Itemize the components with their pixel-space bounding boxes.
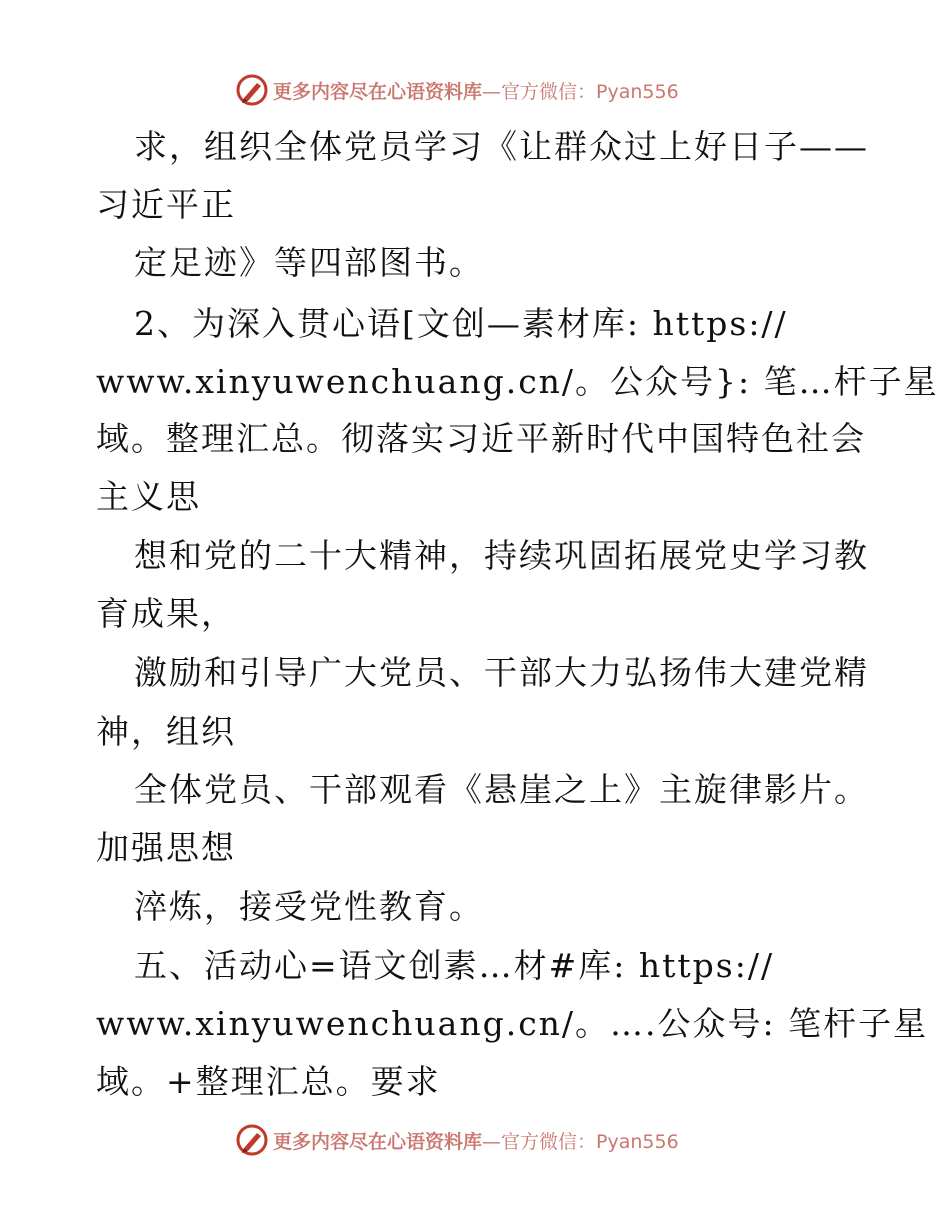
body-line: 全体党员、干部观看《悬崖之上》主旋律影片。	[134, 770, 869, 809]
header-banner-dash: —	[482, 80, 502, 103]
footer-banner-dash: —	[482, 1130, 502, 1153]
body-line: 激励和引导广大党员、干部大力弘扬伟大建党精	[134, 653, 869, 692]
body-line: 求，组织全体党员学习《让群众过上好日子——	[134, 127, 869, 166]
body-line: 域。+整理汇总。要求	[96, 1062, 441, 1101]
body-line: 淬炼，接受党性教育。	[134, 887, 484, 926]
body-line: www.xinyuwenchuang.cn/。….公众号: 笔杆子星	[96, 1004, 929, 1043]
header-banner-text	[273, 77, 679, 104]
footer-banner	[235, 1122, 679, 1158]
header-banner-main: 更多内容尽在心语资料库	[273, 80, 483, 103]
header-banner-wechat: 官方微信：Pyan556	[501, 80, 679, 103]
body-line: 神，组织	[96, 712, 236, 751]
footer-banner-main: 更多内容尽在心语资料库	[273, 1130, 483, 1153]
body-line: www.xinyuwenchuang.cn/。公众号}: 笔…杆子星	[96, 362, 939, 401]
footer-banner-wechat: 官方微信：Pyan556	[501, 1130, 679, 1153]
body-line: 定足迹》等四部图书。	[134, 243, 484, 282]
body-line: 想和党的二十大精神，持续巩固拓展党史学习教	[134, 536, 869, 575]
body-line: 2、为深入贯心语[文创—素材库: https://	[134, 304, 788, 343]
body-line: 域。整理汇总。彻落实习近平新时代中国特色社会	[96, 419, 866, 458]
body-line: 习近平正	[96, 185, 236, 224]
body-line: 加强思想	[96, 828, 236, 867]
body-line: 五、活动心=语文创素…材#库: https://	[134, 946, 775, 985]
pen-circle-logo-icon	[235, 73, 269, 107]
body-line: 育成果，	[96, 594, 236, 633]
pen-circle-logo-icon	[235, 1123, 269, 1157]
footer-banner-text	[273, 1127, 679, 1154]
body-line: 主义思	[96, 477, 201, 516]
header-banner	[235, 72, 679, 108]
